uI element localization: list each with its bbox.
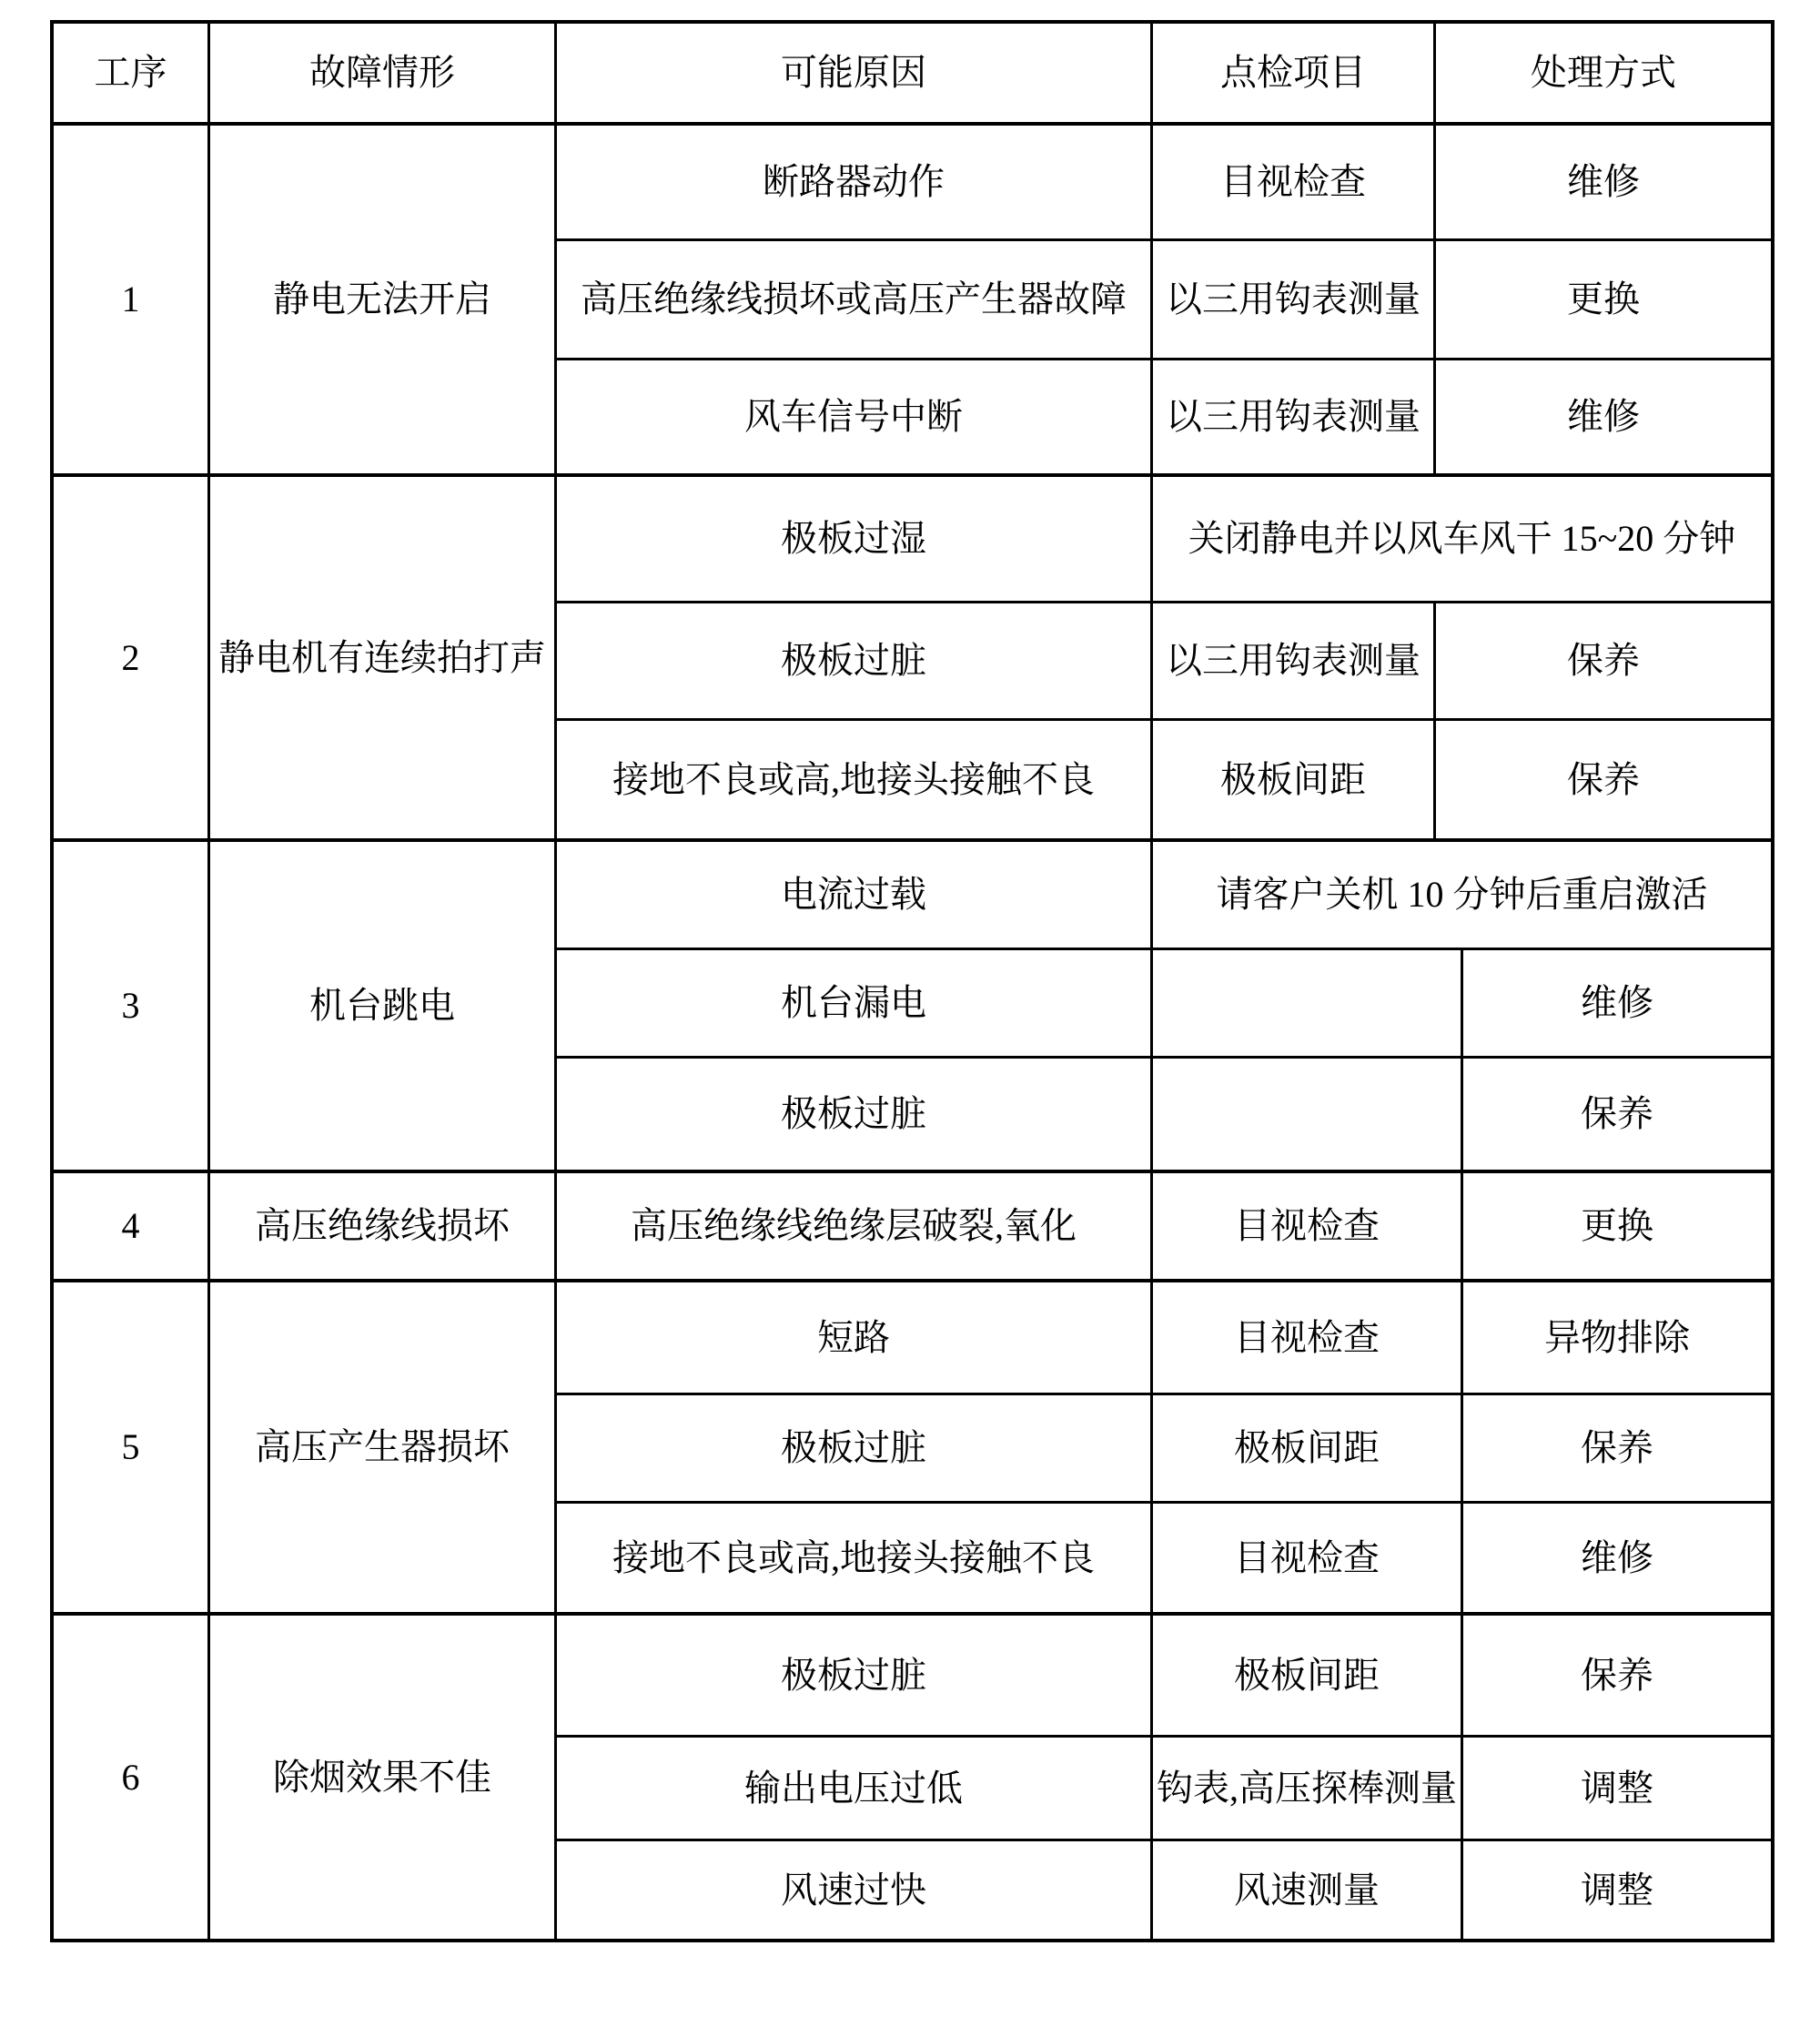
cell-cause: 风车信号中断: [557, 360, 1153, 473]
table-row: [557, 950, 1771, 1059]
cell-action: 保养: [1581, 1093, 1653, 1134]
cell-process-no: 2: [54, 477, 210, 838]
cell-check: 极板间距: [1153, 1616, 1463, 1735]
table-row: [557, 1282, 1771, 1395]
cell-cause: 断路器动作: [557, 126, 1153, 238]
header-cell-action: 处理方式: [1531, 52, 1676, 93]
table-group-2: [54, 477, 1771, 842]
header-cell-process: 工序: [54, 24, 210, 122]
cell-cause: 高压绝缘线损坏或高压产生器故障: [557, 241, 1153, 358]
table-row: [557, 1504, 1771, 1612]
cell-check: 目视检查: [1153, 1504, 1463, 1612]
cell-process-no: 3: [54, 842, 210, 1170]
cell-check: 以三用钩表测量: [1153, 360, 1436, 473]
cell-action: 调整: [1581, 1869, 1653, 1911]
cell-check: [1153, 1059, 1463, 1170]
cell-cause: 机台漏电: [557, 950, 1153, 1056]
cell-action: 更换: [1567, 279, 1640, 319]
cell-process-no: 6: [54, 1616, 210, 1939]
cell-check: 极板间距: [1153, 1395, 1463, 1501]
table-header-row: [54, 24, 1771, 126]
cell-cause: 极板过脏: [557, 603, 1153, 718]
table-row: [557, 603, 1771, 721]
cell-fault: 除烟效果不佳: [210, 1616, 557, 1939]
cell-cause: 接地不良或高,地接头接触不良: [557, 1504, 1153, 1612]
cell-process-no: 4: [54, 1173, 210, 1279]
cell-cause: 极板过脏: [557, 1395, 1153, 1501]
table-row: [557, 1841, 1771, 1939]
header-cell-check: 点检项目: [1153, 24, 1436, 122]
cell-action: 维修: [1567, 396, 1640, 437]
cell-merged-action: 关闭静电并以风车风干 15~20 分钟: [1188, 518, 1736, 559]
cell-cause: 接地不良或高,地接头接触不良: [557, 721, 1153, 838]
header-cell-fault: 故障情形: [210, 24, 557, 122]
cell-action: 维修: [1567, 161, 1640, 202]
cell-cause: 极板过脏: [557, 1616, 1153, 1735]
table-group-3: [54, 842, 1771, 1173]
table-row: [557, 721, 1771, 838]
cell-check: 风速测量: [1153, 1841, 1463, 1939]
cell-cause: 输出电压过低: [557, 1738, 1153, 1839]
cell-action: 保养: [1581, 1654, 1653, 1696]
table-group-5: [54, 1282, 1771, 1616]
cell-merged-action: 请客户关机 10 分钟后重启激活: [1216, 874, 1708, 915]
cell-cause: 风速过快: [557, 1841, 1153, 1939]
cell-process-no: 5: [54, 1282, 210, 1612]
table-row: [557, 842, 1771, 950]
table-row: [557, 1616, 1771, 1738]
cell-action: 维修: [1581, 982, 1653, 1023]
cell-cause: 极板过湿: [557, 477, 1153, 601]
troubleshooting-table: [50, 20, 1774, 1942]
table-row: [557, 1395, 1771, 1504]
cell-action: 调整: [1581, 1767, 1653, 1809]
cell-process-no: 1: [54, 126, 210, 473]
cell-fault: 机台跳电: [210, 842, 557, 1170]
cell-action: 更换: [1581, 1205, 1653, 1246]
cell-cause: 高压绝缘线绝缘层破裂,氧化: [557, 1173, 1153, 1279]
cell-check: 目视检查: [1153, 126, 1436, 238]
table-row: [557, 1059, 1771, 1170]
table-row: [557, 1173, 1771, 1279]
table-row: [557, 477, 1771, 603]
cell-fault: 静电机有连续拍打声: [210, 477, 557, 838]
cell-fault: 静电无法开启: [210, 126, 557, 473]
cell-check: 以三用钩表测量: [1153, 241, 1436, 358]
cell-cause: 极板过脏: [557, 1059, 1153, 1170]
table-row: [557, 1738, 1771, 1841]
cell-check: 极板间距: [1153, 721, 1436, 838]
cell-action: 异物排除: [1544, 1316, 1690, 1358]
table-row: [557, 241, 1771, 360]
cell-action: 维修: [1581, 1536, 1653, 1578]
cell-action: 保养: [1567, 640, 1640, 681]
table-group-4: [54, 1173, 1771, 1282]
cell-check: 目视检查: [1153, 1173, 1463, 1279]
cell-check: 钩表,高压探棒测量: [1153, 1738, 1463, 1839]
table-group-6: [54, 1616, 1771, 1939]
cell-fault: 高压绝缘线损坏: [210, 1173, 557, 1279]
cell-cause: 短路: [557, 1282, 1153, 1393]
table-row: [557, 126, 1771, 241]
table-group-1: [54, 126, 1771, 477]
cell-action: 保养: [1567, 758, 1640, 800]
header-cell-cause: 可能原因: [557, 24, 1153, 122]
cell-fault: 高压产生器损坏: [210, 1282, 557, 1612]
cell-check: 目视检查: [1153, 1282, 1463, 1393]
table-row: [557, 360, 1771, 473]
cell-cause: 电流过载: [557, 842, 1153, 948]
cell-check: 以三用钩表测量: [1153, 603, 1436, 718]
cell-check: [1153, 950, 1463, 1056]
cell-action: 保养: [1581, 1427, 1653, 1468]
